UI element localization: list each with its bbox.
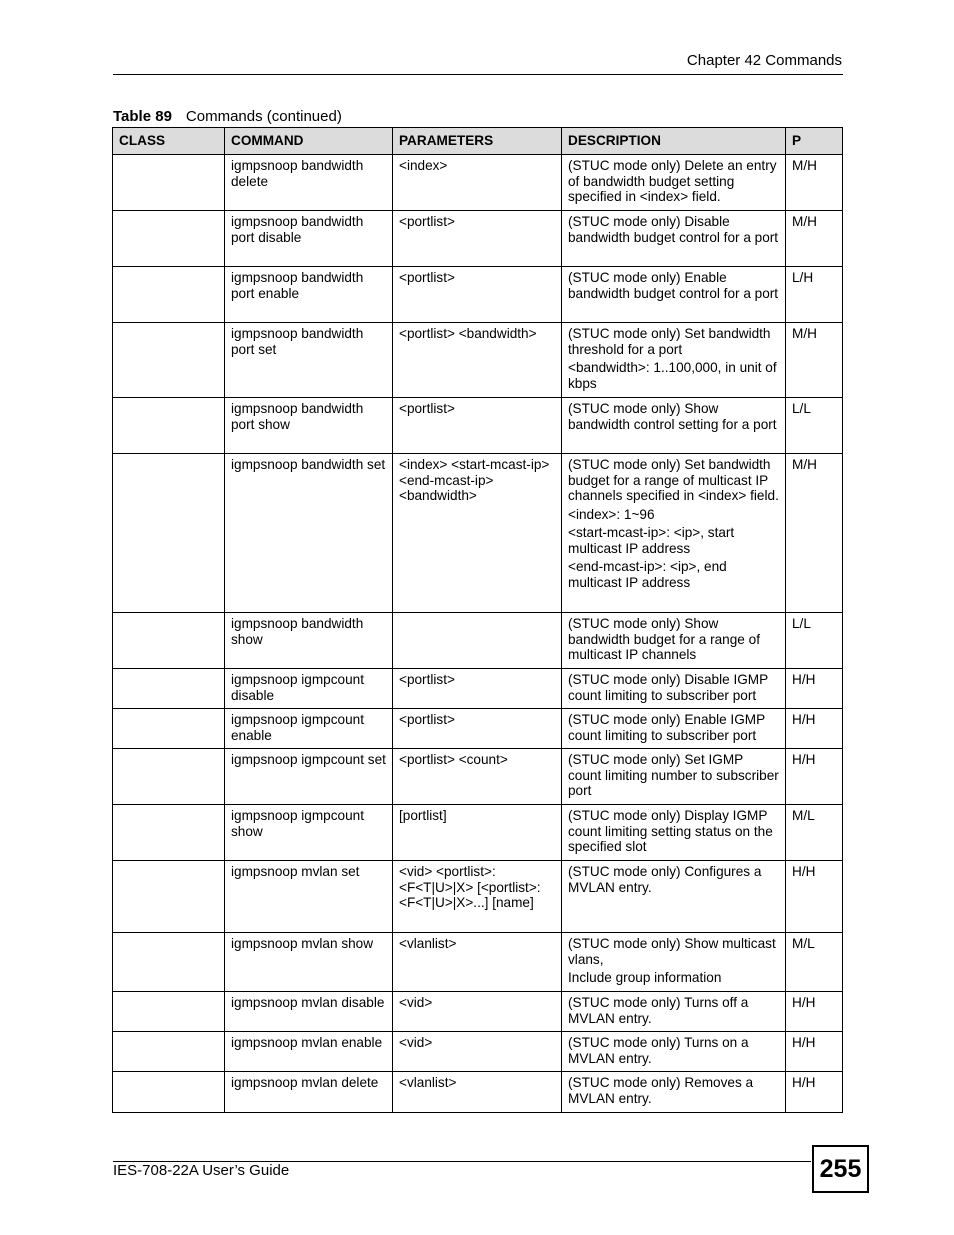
cell-class xyxy=(113,709,225,749)
page-number: 255 xyxy=(812,1145,869,1193)
cell-class xyxy=(113,454,225,613)
cell-class xyxy=(113,613,225,669)
cell-privilege: H/H xyxy=(786,1032,843,1072)
cell-class xyxy=(113,992,225,1032)
table-caption-title: Commands (continued) xyxy=(185,108,342,125)
cell-class xyxy=(113,861,225,933)
parameter-text: <portlist> xyxy=(399,401,455,416)
cell-description xyxy=(562,398,786,454)
description-text: (STUC mode only) Configures a MVLAN entry. xyxy=(568,864,762,895)
cell-class xyxy=(113,749,225,805)
description-text: (STUC mode only) Turns off a MVLAN entry. xyxy=(568,995,749,1026)
parameter-text: <index> xyxy=(399,158,448,173)
parameter-text: <portlist> xyxy=(399,214,455,229)
table-row xyxy=(113,669,843,709)
cell-command: igmpsnoop igmpcount set xyxy=(225,749,393,805)
cell-privilege: M/L xyxy=(786,933,843,992)
cell-privilege: H/H xyxy=(786,1072,843,1113)
cell-command: igmpsnoop bandwidth port enable xyxy=(225,267,393,323)
cell-parameters xyxy=(393,155,562,211)
description-text: (STUC mode only) Disable IGMP count limiting to subscriber port xyxy=(568,672,768,703)
table-row xyxy=(113,933,843,992)
cell-privilege: L/L xyxy=(786,398,843,454)
cell-command: igmpsnoop igmpcount enable xyxy=(225,709,393,749)
parameter-text: <vid> <portlist>:<F<T|U>|X> [<portlist>: <F<T|U>|X>...] [name] xyxy=(399,864,541,910)
cell-class xyxy=(113,267,225,323)
cell-parameters xyxy=(393,267,562,323)
commands-table xyxy=(112,127,843,1113)
cell-parameters xyxy=(393,613,562,669)
description-text: Include group information xyxy=(568,970,722,985)
description-text: (STUC mode only) Delete an entry of bandwidth budget setting specified in <index> field. xyxy=(568,158,777,204)
description-text: (STUC mode only) Set bandwidth budget for a range of multicast IP channels specified in <index> field. xyxy=(568,457,779,503)
table-caption xyxy=(113,108,342,125)
header-rule xyxy=(113,74,843,75)
cell-class xyxy=(113,1072,225,1113)
cell-privilege: H/H xyxy=(786,749,843,805)
cell-class xyxy=(113,669,225,709)
column-header-command: COMMAND xyxy=(225,128,393,155)
table-row xyxy=(113,709,843,749)
cell-privilege: L/L xyxy=(786,613,843,669)
cell-command: igmpsnoop igmpcount show xyxy=(225,805,393,861)
cell-description xyxy=(562,454,786,613)
cell-parameters xyxy=(393,1032,562,1072)
cell-command: igmpsnoop mvlan enable xyxy=(225,1032,393,1072)
description-text: (STUC mode only) Display IGMP count limiting setting status on the specified slot xyxy=(568,808,773,854)
cell-parameters xyxy=(393,1072,562,1113)
table-row xyxy=(113,155,843,211)
column-header-parameters: PARAMETERS xyxy=(393,128,562,155)
table-row xyxy=(113,454,843,613)
table-row xyxy=(113,323,843,398)
cell-description xyxy=(562,992,786,1032)
description-text: (STUC mode only) Set IGMP count limiting number to subscriber port xyxy=(568,752,779,798)
cell-parameters xyxy=(393,709,562,749)
cell-description xyxy=(562,861,786,933)
cell-parameters xyxy=(393,992,562,1032)
table-row xyxy=(113,267,843,323)
cell-privilege: M/L xyxy=(786,805,843,861)
description-text: <index>: 1~96 xyxy=(568,506,655,522)
description-text: (STUC mode only) Enable IGMP count limiting to subscriber port xyxy=(568,712,765,743)
cell-privilege: M/H xyxy=(786,211,843,267)
cell-command: igmpsnoop bandwidth port disable xyxy=(225,211,393,267)
table-row xyxy=(113,805,843,861)
column-header-class: CLASS xyxy=(113,128,225,155)
cell-description xyxy=(562,613,786,669)
cell-privilege: H/H xyxy=(786,669,843,709)
cell-description xyxy=(562,323,786,398)
cell-parameters xyxy=(393,323,562,398)
cell-privilege: H/H xyxy=(786,992,843,1032)
cell-description xyxy=(562,1032,786,1072)
cell-parameters xyxy=(393,454,562,613)
parameter-text: <portlist> <bandwidth> xyxy=(399,326,537,341)
table-row xyxy=(113,1072,843,1113)
parameter-text: <portlist> <count> xyxy=(399,752,508,767)
cell-command: igmpsnoop bandwidth port show xyxy=(225,398,393,454)
parameter-text: <index> <start-mcast-ip> <end-mcast-ip> <bandwidth> xyxy=(399,457,550,503)
cell-class xyxy=(113,805,225,861)
cell-parameters xyxy=(393,669,562,709)
cell-privilege: M/H xyxy=(786,323,843,398)
parameter-text: <vid> xyxy=(399,995,433,1010)
cell-description xyxy=(562,1072,786,1113)
cell-command: igmpsnoop bandwidth delete xyxy=(225,155,393,211)
table-row xyxy=(113,211,843,267)
cell-class xyxy=(113,155,225,211)
parameter-text: <portlist> xyxy=(399,712,455,727)
table-row xyxy=(113,613,843,669)
parameter-text: <vlanlist> xyxy=(399,936,457,951)
description-text: <start-mcast-ip>: <ip>, start multicast IP address xyxy=(568,525,735,556)
cell-description xyxy=(562,669,786,709)
description-text: <bandwidth>: 1..100,000, in unit of kbps xyxy=(568,360,777,391)
table-row xyxy=(113,861,843,933)
table-body xyxy=(113,155,843,1113)
cell-privilege: M/H xyxy=(786,155,843,211)
table-row xyxy=(113,992,843,1032)
cell-description xyxy=(562,805,786,861)
guide-title: IES-708-22A User’s Guide xyxy=(113,1162,290,1179)
cell-class xyxy=(113,398,225,454)
description-text: (STUC mode only) Set bandwidth threshold for a port xyxy=(568,326,771,357)
cell-command: igmpsnoop mvlan set xyxy=(225,861,393,933)
cell-privilege: M/H xyxy=(786,454,843,613)
cell-parameters xyxy=(393,398,562,454)
column-header-description: DESCRIPTION xyxy=(562,128,786,155)
table-caption-number: Table 89 xyxy=(113,108,172,125)
description-text: (STUC mode only) Show bandwidth control setting for a port xyxy=(568,401,777,432)
cell-parameters xyxy=(393,805,562,861)
cell-class xyxy=(113,1032,225,1072)
cell-command: igmpsnoop bandwidth set xyxy=(225,454,393,613)
parameter-text: <portlist> xyxy=(399,672,455,687)
cell-command: igmpsnoop bandwidth show xyxy=(225,613,393,669)
cell-command: igmpsnoop mvlan delete xyxy=(225,1072,393,1113)
cell-class xyxy=(113,211,225,267)
cell-parameters xyxy=(393,211,562,267)
cell-description xyxy=(562,749,786,805)
chapter-header: Chapter 42 Commands xyxy=(686,52,842,69)
table-row xyxy=(113,398,843,454)
description-text: (STUC mode only) Show multicast vlans, xyxy=(568,936,776,967)
description-text: (STUC mode only) Enable bandwidth budget control for a port xyxy=(568,270,779,301)
description-text: (STUC mode only) Turns on a MVLAN entry. xyxy=(568,1035,749,1066)
cell-description xyxy=(562,211,786,267)
cell-parameters xyxy=(393,933,562,992)
table-row xyxy=(113,1032,843,1072)
cell-class xyxy=(113,933,225,992)
cell-privilege: L/H xyxy=(786,267,843,323)
parameter-text: <vid> xyxy=(399,1035,433,1050)
description-text: (STUC mode only) Removes a MVLAN entry. xyxy=(568,1075,754,1106)
cell-parameters xyxy=(393,749,562,805)
cell-command: igmpsnoop igmpcount disable xyxy=(225,669,393,709)
cell-description xyxy=(562,155,786,211)
cell-description xyxy=(562,933,786,992)
description-text: <end-mcast-ip>: <ip>, end multicast IP address xyxy=(568,559,727,590)
table-header-row xyxy=(113,128,843,155)
table-row xyxy=(113,749,843,805)
cell-privilege: H/H xyxy=(786,861,843,933)
cell-description xyxy=(562,267,786,323)
cell-privilege: H/H xyxy=(786,709,843,749)
cell-description xyxy=(562,709,786,749)
column-header-p: P xyxy=(786,128,843,155)
cell-command: igmpsnoop mvlan show xyxy=(225,933,393,992)
cell-parameters xyxy=(393,861,562,933)
description-text: (STUC mode only) Disable bandwidth budget control for a port xyxy=(568,214,779,245)
cell-command: igmpsnoop mvlan disable xyxy=(225,992,393,1032)
cell-class xyxy=(113,323,225,398)
parameter-text: [portlist] xyxy=(399,808,447,823)
parameter-text: <vlanlist> xyxy=(399,1075,457,1090)
description-text: (STUC mode only) Show bandwidth budget for a range of multicast IP channels xyxy=(568,616,760,662)
cell-command: igmpsnoop bandwidth port set xyxy=(225,323,393,398)
parameter-text: <portlist> xyxy=(399,270,455,285)
